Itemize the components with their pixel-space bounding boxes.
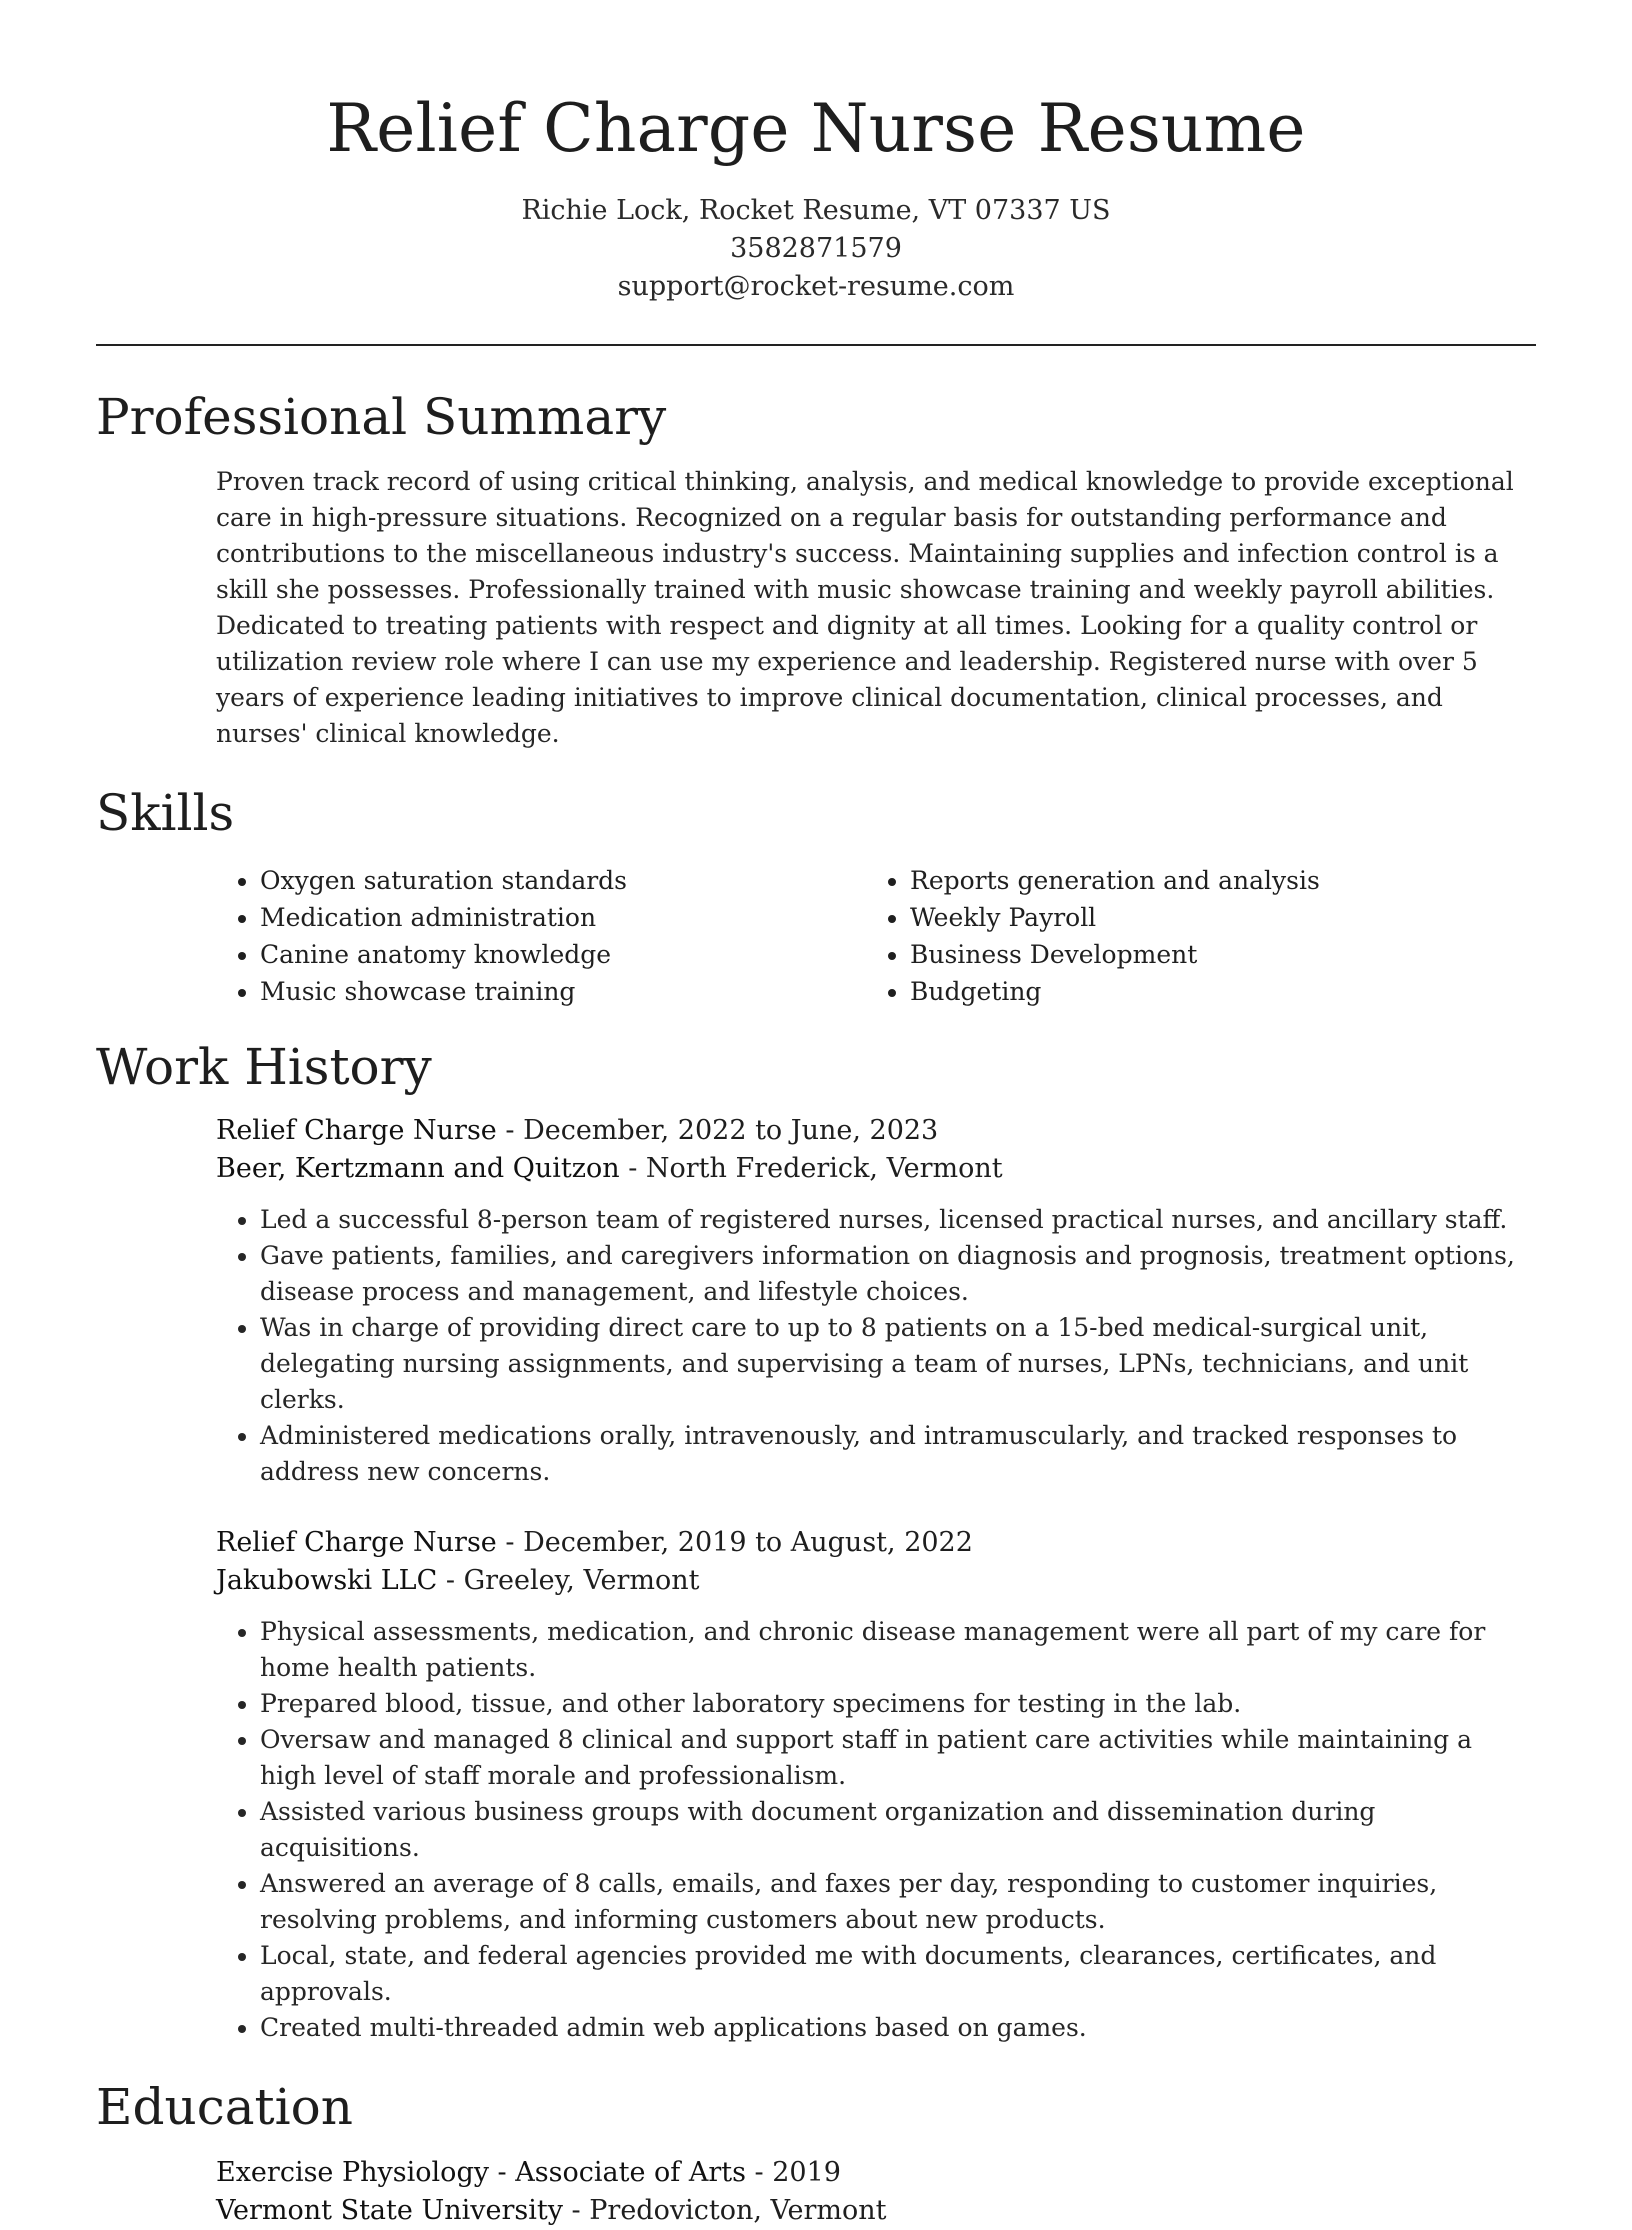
job-bullets bbox=[216, 1202, 1536, 1490]
education-school: Vermont State University bbox=[216, 2195, 563, 2226]
skill-item: • Music showcase training bbox=[260, 973, 866, 1010]
education-school-line bbox=[216, 2192, 1536, 2230]
job-bullet: • Administered medications orally, intravenously, and intramuscularly, and tracked responses to address new concerns. bbox=[260, 1418, 1536, 1490]
contact-phone: 3582871579 bbox=[730, 233, 902, 264]
job-bullet: • Oversaw and managed 8 clinical and support staff in patient care activities while maintaining a high level of staff morale and professionalism. bbox=[260, 1722, 1536, 1794]
skill-item: • Medication administration bbox=[260, 899, 866, 936]
job-entry bbox=[216, 1112, 1536, 1490]
job-bullet: • Led a successful 8-person team of registered nurses, licensed practical nurses, and ancillary staff. bbox=[260, 1202, 1536, 1238]
skill-item: • Business Development bbox=[910, 936, 1470, 973]
job-company-line bbox=[216, 1150, 1536, 1188]
header-divider bbox=[96, 344, 1536, 346]
contact-email: support@rocket-resume.com bbox=[617, 271, 1015, 302]
skill-item: • Oxygen saturation standards bbox=[260, 862, 866, 899]
skill-item: • Weekly Payroll bbox=[910, 899, 1470, 936]
skills-section bbox=[96, 778, 1536, 1010]
summary-section bbox=[96, 382, 1536, 752]
job-bullet: • Prepared blood, tissue, and other laboratory specimens for testing in the lab. bbox=[260, 1686, 1536, 1722]
work-history-section bbox=[96, 1032, 1536, 2046]
skill-item: • Budgeting bbox=[910, 973, 1470, 1010]
education-entry bbox=[216, 2154, 1536, 2230]
job-company: Jakubowski LLC bbox=[216, 1565, 438, 1596]
job-title: Relief Charge Nurse bbox=[216, 1115, 497, 1146]
education-section bbox=[96, 2072, 1536, 2230]
job-bullet: • Gave patients, families, and caregivers information on diagnosis and prognosis, treatment options, disease process and management, and lifestyle choices. bbox=[260, 1238, 1536, 1310]
resume-header bbox=[96, 0, 1536, 306]
job-title-line bbox=[216, 1524, 1536, 1562]
job-title-line bbox=[216, 1112, 1536, 1150]
job-bullet: • Was in charge of providing direct care to up to 8 patients on a 15-bed medical-surgical unit, delegating nursing assignments, and supervising a team of nurses, LPNs, technicians, and unit clerks. bbox=[260, 1310, 1536, 1418]
education-location: - Predovicton, Vermont bbox=[562, 2195, 887, 2226]
job-bullet: • Created multi-threaded admin web applications based on games. bbox=[260, 2010, 1536, 2046]
job-bullet: • Physical assessments, medication, and chronic disease management were all part of my care for home health patients. bbox=[260, 1614, 1536, 1686]
job-company-line bbox=[216, 1562, 1536, 1600]
skills-column-right bbox=[866, 862, 1470, 1010]
summary-heading: Professional Summary bbox=[96, 388, 667, 446]
skills-heading: Skills bbox=[96, 784, 235, 842]
summary-text: Proven track record of using critical thinking, analysis, and medical knowledge to provide exceptional care in high-pressure situations. Recognized on a regular basis for outstanding performance and contributions to the miscellaneous industry's success. Maintaining supplies and infection control is a skill she possesses. Professionally trained with music showcase training and weekly payroll abilities. Dedicated to treating patients with respect and dignity at all times. Looking for a quality control or utilization review role where I can use my experience and leadership. Registered nurse with over 5 years of experience leading initiatives to improve clinical documentation, clinical processes, and nurses' clinical knowledge. bbox=[216, 467, 1514, 748]
contact-info bbox=[96, 192, 1536, 306]
education-degree-line bbox=[216, 2154, 1536, 2192]
education-year: - 2019 bbox=[745, 2157, 841, 2188]
education-degree: Exercise Physiology - Associate of Arts bbox=[216, 2157, 746, 2188]
job-location: - North Frederick, Vermont bbox=[619, 1153, 1003, 1184]
skill-item: • Canine anatomy knowledge bbox=[260, 936, 866, 973]
contact-address: Richie Lock, Rocket Resume, VT 07337 US bbox=[521, 195, 1111, 226]
job-location: - Greeley, Vermont bbox=[437, 1565, 700, 1596]
job-entry bbox=[216, 1524, 1536, 2046]
skill-item: • Reports generation and analysis bbox=[910, 862, 1470, 899]
work-history-heading: Work History bbox=[96, 1038, 432, 1096]
job-title: Relief Charge Nurse bbox=[216, 1527, 497, 1558]
job-dates: - December, 2019 to August, 2022 bbox=[496, 1527, 973, 1558]
job-bullet: • Answered an average of 8 calls, emails, and faxes per day, responding to customer inquiries, resolving problems, and informing customers about new products. bbox=[260, 1866, 1536, 1938]
job-company: Beer, Kertzmann and Quitzon bbox=[216, 1153, 620, 1184]
education-heading: Education bbox=[96, 2078, 353, 2136]
job-dates: - December, 2022 to June, 2023 bbox=[496, 1115, 939, 1146]
skills-column-left bbox=[216, 862, 866, 1010]
job-bullet: • Local, state, and federal agencies provided me with documents, clearances, certificates, and approvals. bbox=[260, 1938, 1536, 2010]
job-bullets bbox=[216, 1614, 1536, 2046]
skills-grid bbox=[216, 862, 1536, 1010]
resume-title: Relief Charge Nurse Resume bbox=[326, 90, 1306, 167]
job-bullet: • Assisted various business groups with document organization and dissemination during acquisitions. bbox=[260, 1794, 1536, 1866]
